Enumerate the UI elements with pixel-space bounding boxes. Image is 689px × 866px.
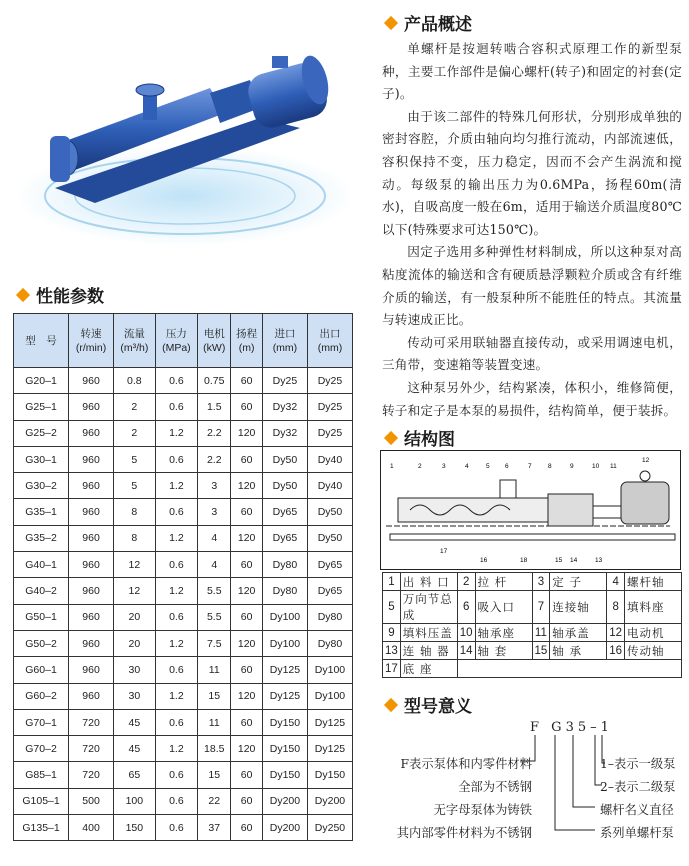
model-code-dash: –: [590, 720, 601, 735]
table-header: [198, 314, 231, 368]
table-row: [14, 394, 353, 420]
pump-illustration: [10, 18, 355, 253]
table-cell: 960: [69, 604, 114, 630]
table-cell: 120: [231, 683, 263, 709]
table-cell: 120: [231, 736, 263, 762]
table-cell: Dy100: [262, 604, 307, 630]
table-cell: 960: [69, 368, 114, 394]
table-cell: 100: [114, 788, 156, 814]
header-label: 扬程: [236, 327, 258, 340]
table-row: [14, 604, 353, 630]
structure-diagram: [380, 450, 681, 570]
parts-row: [383, 624, 682, 642]
diamond-icon: [384, 430, 398, 444]
table-cell: 960: [69, 394, 114, 420]
part-number: 12: [607, 624, 625, 642]
table-cell: 1.2: [155, 473, 197, 499]
table-cell: 60: [231, 709, 263, 735]
table-cell: G50–1: [14, 604, 69, 630]
part-number: 17: [383, 660, 401, 678]
table-cell: 0.6: [155, 394, 197, 420]
part-number: 11: [532, 624, 550, 642]
model-note: 无字母泵体为铸铁: [433, 803, 532, 817]
table-cell: 960: [69, 630, 114, 656]
model-title-text: 型号意义: [404, 697, 472, 717]
table-header: [69, 314, 114, 368]
table-cell: 60: [231, 552, 263, 578]
parts-table: [382, 572, 682, 678]
table-cell: Dy65: [262, 499, 307, 525]
table-cell: 2: [114, 420, 156, 446]
model-note: 全部为不锈钢: [458, 780, 532, 794]
spec-table: [13, 313, 353, 841]
table-cell: 4: [198, 552, 231, 578]
table-cell: 11: [198, 657, 231, 683]
intro-paragraph: 由于该二部件的特殊几何形状，分别形成单独的密封容腔，介质由轴向均匀推行流动，内部流速低，容积保持不变，压力稳定，因而不会产生涡流和搅动。每级泵的输出压力为0.6MPa，扬程60m(清水)，自吸高度一般在6m，适用于输送介质温度80℃以下(特殊要求可达150℃)。: [382, 108, 682, 237]
table-header: [14, 314, 69, 368]
table-cell: Dy125: [307, 709, 352, 735]
table-cell: Dy150: [307, 762, 352, 788]
table-cell: 1.2: [155, 683, 197, 709]
table-cell: 0.6: [155, 499, 197, 525]
table-cell: Dy65: [307, 578, 352, 604]
table-cell: 120: [231, 630, 263, 656]
table-cell: 60: [231, 394, 263, 420]
diamond-icon: [384, 15, 398, 29]
model-code-35: 35: [565, 720, 591, 735]
part-name: 电动机: [625, 624, 682, 642]
table-cell: 150: [114, 815, 156, 841]
table-cell: Dy50: [262, 473, 307, 499]
part-number: 8: [607, 591, 625, 624]
part-number: 3: [532, 573, 550, 591]
table-cell: G70–1: [14, 709, 69, 735]
table-cell: 20: [114, 630, 156, 656]
table-cell: 60: [231, 657, 263, 683]
table-header: [262, 314, 307, 368]
table-cell: 960: [69, 499, 114, 525]
performance-title: [18, 282, 104, 307]
part-name: 填料压盖: [400, 624, 457, 642]
table-cell: 120: [231, 578, 263, 604]
table-cell: G85–1: [14, 762, 69, 788]
table-cell: 500: [69, 788, 114, 814]
intro-paragraph: 这种泵另外少，结构紧凑，体积小，维修简便，转子和定子是本泵的易损件，结构简单，便于装拆。: [382, 379, 682, 418]
table-cell: Dy100: [307, 657, 352, 683]
table-cell: 60: [231, 788, 263, 814]
table-cell: 60: [231, 368, 263, 394]
table-cell: 3: [198, 473, 231, 499]
model-code-1: 1: [600, 720, 613, 735]
model-note: 1–表示一级泵: [600, 757, 676, 771]
table-cell: G30–2: [14, 473, 69, 499]
model-note: F表示泵体和内零件材料: [400, 757, 532, 771]
diamond-icon: [384, 697, 398, 711]
part-name: 吸入口: [475, 591, 532, 624]
table-cell: Dy50: [307, 499, 352, 525]
diamond-icon: [16, 287, 30, 301]
header-unit: (MPa): [162, 341, 191, 354]
table-cell: Dy100: [262, 630, 307, 656]
table-row: [14, 446, 353, 472]
table-cell: Dy25: [262, 368, 307, 394]
structure-title-text: 结构图: [404, 430, 455, 450]
table-cell: 960: [69, 657, 114, 683]
table-cell: Dy80: [307, 604, 352, 630]
table-cell: 0.8: [114, 368, 156, 394]
part-number: 5: [383, 591, 401, 624]
table-cell: 1.2: [155, 630, 197, 656]
diagram-label: 14: [570, 557, 578, 564]
part-number: 7: [532, 591, 550, 624]
table-cell: 65: [114, 762, 156, 788]
table-cell: G25–2: [14, 420, 69, 446]
table-cell: 120: [231, 420, 263, 446]
table-cell: 2.2: [198, 420, 231, 446]
table-cell: 0.6: [155, 815, 197, 841]
table-cell: Dy32: [262, 394, 307, 420]
part-name: 填料座: [625, 591, 682, 624]
part-name: 轴承盖: [550, 624, 607, 642]
table-cell: 5.5: [198, 604, 231, 630]
table-cell: G25–1: [14, 394, 69, 420]
diagram-label: 13: [595, 557, 603, 564]
table-row: [14, 420, 353, 446]
table-cell: 60: [231, 446, 263, 472]
table-cell: 45: [114, 736, 156, 762]
part-number: 2: [457, 573, 475, 591]
part-name: 螺杆轴: [625, 573, 682, 591]
parts-row: [383, 591, 682, 624]
intro-paragraph: 传动可采用联轴器直接传动，或采用调速电机，三角带，变速箱等装置变速。: [382, 334, 682, 373]
table-cell: 120: [231, 473, 263, 499]
diagram-label: 18: [520, 557, 528, 564]
part-number: 14: [457, 642, 475, 660]
table-cell: G70–2: [14, 736, 69, 762]
header-label: 型 号: [25, 334, 57, 347]
part-name: 拉 杆: [475, 573, 532, 591]
table-row: [14, 552, 353, 578]
table-cell: 0.75: [198, 368, 231, 394]
table-cell: 960: [69, 473, 114, 499]
table-header: [231, 314, 263, 368]
diagram-label: 6: [505, 463, 509, 470]
table-cell: Dy80: [307, 630, 352, 656]
header-label: 进口: [274, 327, 296, 340]
table-cell: 30: [114, 683, 156, 709]
diagram-label: 16: [480, 557, 488, 564]
diagram-label: 15: [555, 557, 563, 564]
table-row: [14, 683, 353, 709]
header-unit: (kW): [203, 341, 226, 354]
table-cell: 1.2: [155, 525, 197, 551]
table-cell: G50–2: [14, 630, 69, 656]
table-row: [14, 657, 353, 683]
table-cell: 120: [231, 525, 263, 551]
table-cell: Dy200: [307, 788, 352, 814]
table-cell: 0.6: [155, 657, 197, 683]
table-cell: G40–1: [14, 552, 69, 578]
table-cell: 1.2: [155, 578, 197, 604]
table-cell: 0.6: [155, 762, 197, 788]
table-cell: 60: [231, 815, 263, 841]
part-name: 轴承座: [475, 624, 532, 642]
part-number: 1: [383, 573, 401, 591]
parts-row: [383, 660, 682, 678]
table-cell: 960: [69, 525, 114, 551]
intro-paragraph: 因定子选用多种弹性材料制成，所以这种泵对高粘度流体的输送和含有硬质悬浮颗粒介质或含有纤维介质的输送，有一般泵种所不能胜任的特点。其流量与转速成正比。: [382, 244, 682, 328]
table-cell: Dy125: [262, 683, 307, 709]
table-cell: 960: [69, 420, 114, 446]
table-cell: 11: [198, 709, 231, 735]
diagram-label: 11: [610, 463, 617, 470]
table-cell: 0.6: [155, 788, 197, 814]
diagram-label: 10: [592, 463, 600, 470]
table-row: [14, 709, 353, 735]
table-row: [14, 788, 353, 814]
part-number: 15: [532, 642, 550, 660]
model-right-notes: [600, 753, 675, 845]
model-title: [386, 692, 472, 717]
model-note: 2–表示二级泵: [600, 780, 676, 794]
performance-title-text: 性能参数: [36, 287, 104, 307]
diagram-label: 4: [465, 463, 469, 470]
table-cell: Dy125: [262, 657, 307, 683]
table-cell: 1.2: [155, 736, 197, 762]
table-cell: Dy80: [262, 552, 307, 578]
intro-text: [382, 38, 682, 422]
table-cell: Dy50: [307, 525, 352, 551]
table-cell: Dy25: [307, 394, 352, 420]
diagram-label: 1: [390, 463, 394, 470]
table-cell: G30–1: [14, 446, 69, 472]
table-cell: 5.5: [198, 578, 231, 604]
table-cell: Dy32: [262, 420, 307, 446]
table-cell: G135–1: [14, 815, 69, 841]
table-cell: 0.6: [155, 368, 197, 394]
table-row: [14, 736, 353, 762]
table-cell: 0.6: [155, 552, 197, 578]
table-cell: 5: [114, 473, 156, 499]
table-cell: 0.6: [155, 709, 197, 735]
table-cell: 12: [114, 552, 156, 578]
diagram-label: 3: [442, 463, 446, 470]
table-cell: 5: [114, 446, 156, 472]
table-cell: 15: [198, 683, 231, 709]
table-cell: 3: [198, 499, 231, 525]
table-header: [155, 314, 197, 368]
table-cell: G105–1: [14, 788, 69, 814]
table-cell: 2.2: [198, 446, 231, 472]
table-cell: Dy150: [262, 709, 307, 735]
header-label: 转速: [80, 327, 102, 340]
part-number: 16: [607, 642, 625, 660]
diagram-label: 12: [642, 457, 650, 464]
header-label: 压力: [165, 327, 187, 340]
table-cell: 0.6: [155, 446, 197, 472]
table-cell: 60: [231, 604, 263, 630]
table-cell: Dy200: [262, 788, 307, 814]
table-row: [14, 762, 353, 788]
model-code-g: G: [551, 720, 566, 735]
part-name: 连接轴: [550, 591, 607, 624]
header-unit: (m): [238, 341, 255, 354]
table-cell: 12: [114, 578, 156, 604]
part-name: 连 轴 器: [400, 642, 457, 660]
parts-row: [383, 573, 682, 591]
header-label: 流量: [123, 327, 145, 340]
table-cell: Dy25: [307, 368, 352, 394]
parts-row: [383, 642, 682, 660]
table-cell: 2: [114, 394, 156, 420]
intro-title: [386, 10, 472, 35]
table-header: [307, 314, 352, 368]
table-row: [14, 473, 353, 499]
table-row: [14, 630, 353, 656]
table-cell: 18.5: [198, 736, 231, 762]
part-name: 底 座: [400, 660, 457, 678]
diagram-label: 9: [570, 463, 574, 470]
table-cell: G35–1: [14, 499, 69, 525]
header-label: 出口: [319, 327, 341, 340]
table-cell: 8: [114, 525, 156, 551]
part-name: 轴 套: [475, 642, 532, 660]
model-code: [530, 720, 613, 735]
table-cell: 20: [114, 604, 156, 630]
model-left-notes: [384, 753, 532, 845]
table-cell: G60–1: [14, 657, 69, 683]
table-cell: G35–2: [14, 525, 69, 551]
table-cell: 1.2: [155, 420, 197, 446]
table-cell: 960: [69, 552, 114, 578]
table-cell: 960: [69, 683, 114, 709]
header-unit: (mm): [272, 341, 298, 354]
part-name: 出 料 口: [400, 573, 457, 591]
table-cell: 45: [114, 709, 156, 735]
table-cell: Dy65: [307, 552, 352, 578]
header-unit: (r/min): [75, 341, 107, 354]
table-cell: Dy40: [307, 473, 352, 499]
table-row: [14, 525, 353, 551]
table-cell: 8: [114, 499, 156, 525]
part-number: 4: [607, 573, 625, 591]
table-cell: G60–2: [14, 683, 69, 709]
table-cell: Dy150: [262, 762, 307, 788]
part-name: 定 子: [550, 573, 607, 591]
table-cell: 720: [69, 709, 114, 735]
structure-title: [386, 425, 455, 450]
header-unit: (mm): [317, 341, 343, 354]
header-unit: (m³/h): [120, 341, 149, 354]
table-cell: Dy50: [262, 446, 307, 472]
part-number: 10: [457, 624, 475, 642]
header-label: 电机: [203, 327, 225, 340]
table-cell: 960: [69, 446, 114, 472]
table-cell: 30: [114, 657, 156, 683]
table-cell: Dy65: [262, 525, 307, 551]
table-row: [14, 578, 353, 604]
table-row: [14, 499, 353, 525]
part-number: 13: [383, 642, 401, 660]
table-cell: 60: [231, 499, 263, 525]
table-cell: G20–1: [14, 368, 69, 394]
table-cell: 960: [69, 578, 114, 604]
diagram-label: 8: [548, 463, 552, 470]
diagram-label: 5: [486, 463, 490, 470]
table-cell: Dy125: [307, 736, 352, 762]
table-cell: 15: [198, 762, 231, 788]
table-cell: Dy25: [307, 420, 352, 446]
table-cell: Dy200: [262, 815, 307, 841]
table-cell: 0.6: [155, 604, 197, 630]
part-number: 9: [383, 624, 401, 642]
table-cell: 720: [69, 736, 114, 762]
table-cell: 60: [231, 762, 263, 788]
table-cell: Dy250: [307, 815, 352, 841]
table-row: [14, 368, 353, 394]
table-cell: 4: [198, 525, 231, 551]
intro-title-text: 产品概述: [404, 15, 472, 35]
table-cell: 22: [198, 788, 231, 814]
table-cell: Dy40: [307, 446, 352, 472]
part-number: 6: [457, 591, 475, 624]
diagram-label: 2: [418, 463, 422, 470]
table-cell: Dy150: [262, 736, 307, 762]
part-name: 轴 承: [550, 642, 607, 660]
diagram-label: 7: [528, 463, 532, 470]
table-cell: G40–2: [14, 578, 69, 604]
model-note: 其内部零件材料为不锈钢: [396, 826, 532, 840]
part-name: 传动轴: [625, 642, 682, 660]
table-cell: Dy80: [262, 578, 307, 604]
table-cell: 1.5: [198, 394, 231, 420]
table-header: [114, 314, 156, 368]
table-cell: 720: [69, 762, 114, 788]
table-cell: 400: [69, 815, 114, 841]
part-name: 万向节总成: [400, 591, 457, 624]
table-row: [14, 815, 353, 841]
model-code-f: F: [530, 720, 544, 735]
model-note: 系列单螺杆泵: [600, 826, 674, 840]
model-note: 螺杆名义直径: [600, 803, 674, 817]
table-cell: 7.5: [198, 630, 231, 656]
parts-filler: [457, 660, 681, 678]
table-cell: 37: [198, 815, 231, 841]
intro-paragraph: 单螺杆是按迴转啮合容积式原理工作的新型泵种，主要工作部件是偏心螺杆(转子)和固定的衬套(定子)。: [382, 41, 682, 102]
diagram-label: 17: [440, 548, 448, 555]
table-cell: Dy100: [307, 683, 352, 709]
